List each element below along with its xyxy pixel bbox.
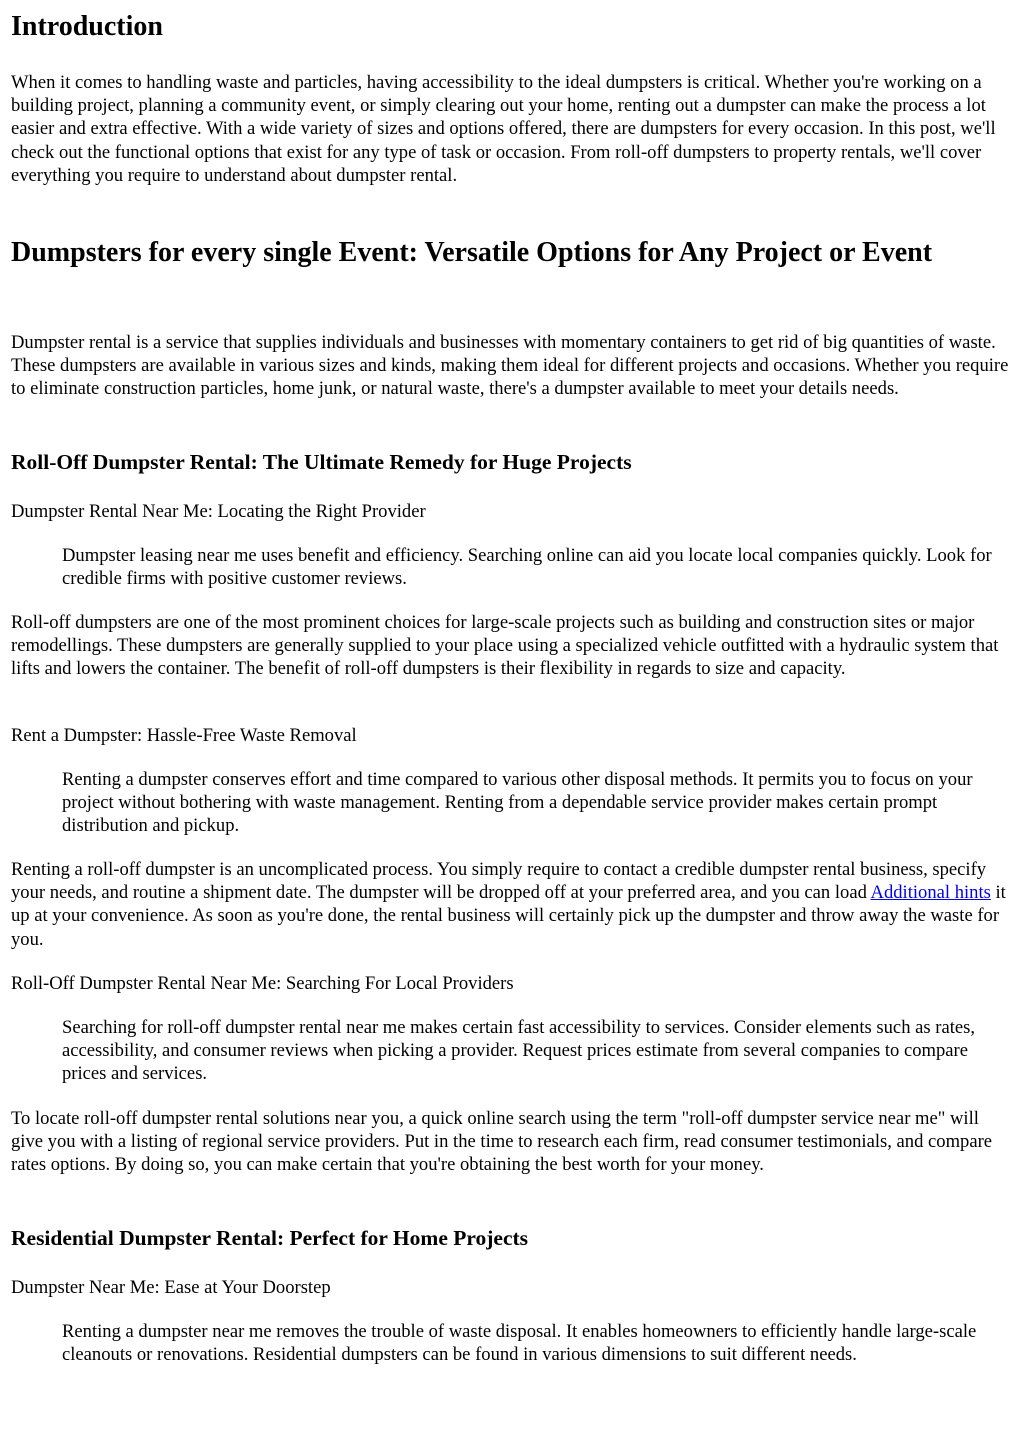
- section1-heading: Dumpsters for every single Event: Versatile Options for Any Project or Event: [11, 237, 933, 268]
- section2-subheading-local: Roll-Off Dumpster Rental Near Me: Searching For Local Providers: [11, 973, 514, 994]
- section2-heading: Roll-Off Dumpster Rental: The Ultimate Remedy for Huge Projects: [11, 450, 632, 474]
- intro-paragraph: When it comes to handling waste and particles, having accessibility to the ideal dumpsters is critical. Whether you're working on a building project, planning a community event, or simply clearing out your home, renting out a dumpster can make the process a lot easier and extra effective. With a wide variety of sizes and options offered, there are dumpsters for every occasion. In this post, we'll check out the functional options that exist for any type of task or occasion. From roll-off dumpsters to property rentals, we'll cover everything you require to understand about dumpster rental.: [11, 72, 996, 186]
- section2-paragraph-search: To locate roll-off dumpster rental solutions near you, a quick online search using the term "roll-off dumpster service near me" will give you with a listing of regional service providers. Put in the time to research each firm, read consumer testimonials, and compare rates options. By doing so, you can make certain that you're obtaining the best worth for your money.: [11, 1108, 993, 1176]
- section2-subheading-rent: Rent a Dumpster: Hassle-Free Waste Removal: [11, 725, 357, 746]
- section3-blockquote-doorstep: Renting a dumpster near me removes the trouble of waste disposal. It enables homeowners to efficiently handle large-scale cleanouts or renovations. Residential dumpsters can be found in various dimensions to suit different needs.: [62, 1321, 977, 1366]
- additional-hints-link[interactable]: Additional hints: [870, 882, 991, 904]
- section3-subheading-doorstep: Dumpster Near Me: Ease at Your Doorstep: [11, 1277, 331, 1298]
- intro-heading: Introduction: [11, 11, 163, 42]
- section2-paragraph-process: [11, 858, 1014, 951]
- section2-blockquote-provider: Dumpster leasing near me uses benefit and efficiency. Searching online can aid you locate local companies quickly. Look for credible firms with positive customer reviews.: [62, 545, 992, 590]
- process-text-after: it up at your convenience. As soon as you're done, the rental business will certainly pick up the dumpster and throw away the waste for you.: [11, 882, 1006, 950]
- section2-blockquote-local: Searching for roll-off dumpster rental near me makes certain fast accessibility to services. Consider elements such as rates, accessibility, and consumer reviews when picking a provider. Request prices estimate from several companies to compare prices and services.: [62, 1017, 976, 1085]
- section1-paragraph: Dumpster rental is a service that supplies individuals and businesses with momentary containers to get rid of big quantities of waste. These dumpsters are available in various sizes and kinds, making them ideal for different projects and occasions. Whether you require to eliminate construction particles, home junk, or natural waste, there's a dumpster available to meet your details needs.: [11, 332, 1009, 400]
- section2-blockquote-rent: Renting a dumpster conserves effort and time compared to various other disposal methods. It permits you to focus on your project without bothering with waste management. Renting from a dependable service provider makes certain prompt distribution and pickup.: [62, 769, 973, 837]
- section2-paragraph-rolloff: Roll-off dumpsters are one of the most prominent choices for large-scale projects such as building and construction sites or major remodellings. These dumpsters are generally supplied to your place using a specialized vehicle outfitted with a hydraulic system that lifts and lowers the container. The benefit of roll-off dumpsters is their flexibility in regards to size and capacity.: [11, 612, 999, 680]
- section3-heading: Residential Dumpster Rental: Perfect for Home Projects: [11, 1226, 529, 1250]
- process-text-before: Renting a roll-off dumpster is an uncomplicated process. You simply require to contact a credible dumpster rental business, specify your needs, and routine a shipment date. The dumpster will be dropped off at your preferred area, and you can load: [11, 859, 987, 904]
- section2-subheading-provider: Dumpster Rental Near Me: Locating the Right Provider: [11, 501, 426, 522]
